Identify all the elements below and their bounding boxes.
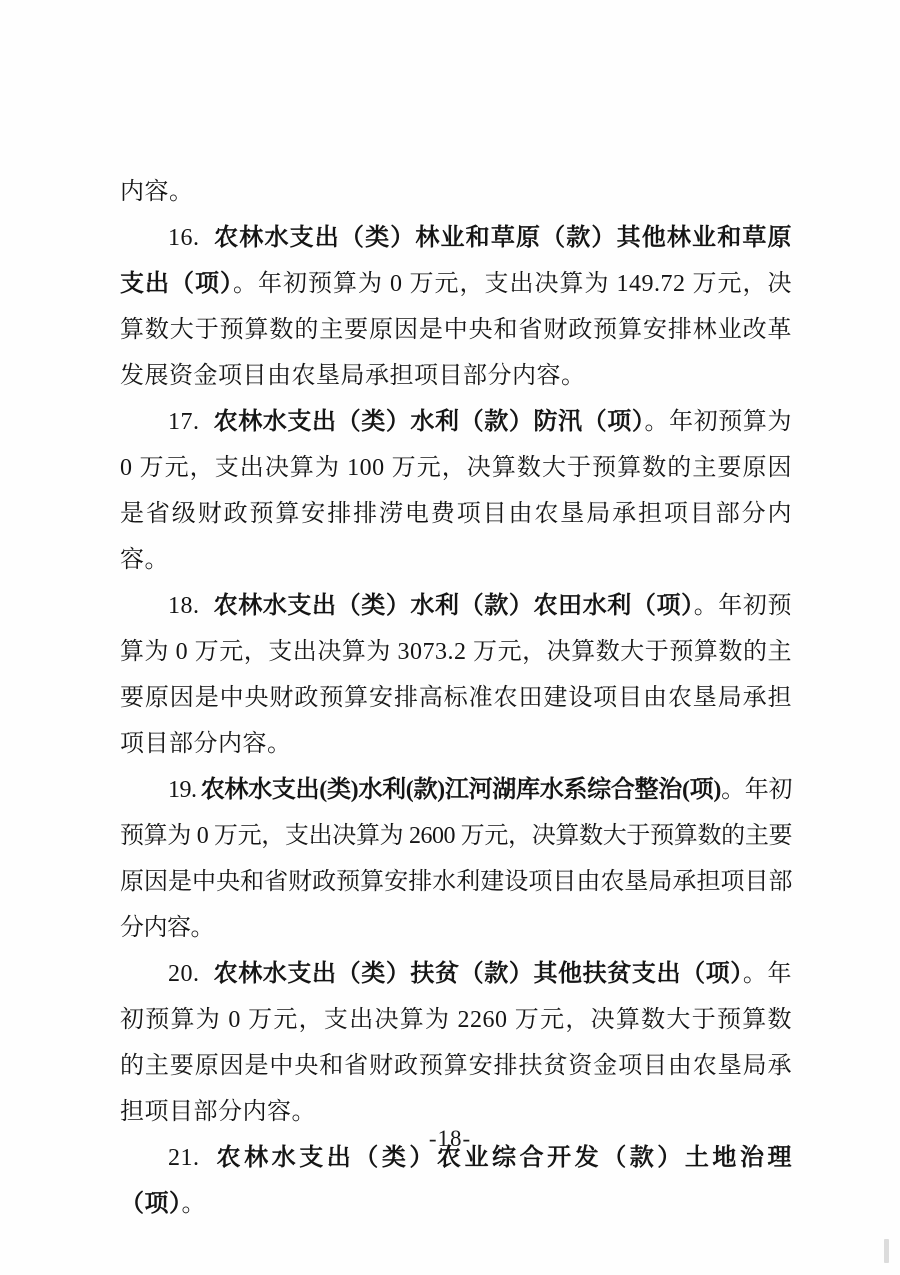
- continuation-text: 内容。: [120, 179, 194, 205]
- item-20-heading: 农林水支出（类）扶贫（款）其他扶贫支出（项）: [213, 961, 743, 987]
- item-17-number: 17.: [168, 409, 200, 435]
- item-21-number: 21.: [168, 1145, 200, 1171]
- page-number: -18-: [428, 1126, 472, 1151]
- item-17-body: 。年初预算为 0 万元，支出决算为 100 万元，决算数大于预算数的主要原因是省级财政预算安排排涝电费项目由农垦局承担项目部分内容。: [120, 409, 793, 573]
- page-body: [120, 169, 792, 1227]
- item-16-body: 。年初预算为 0 万元，支出决算为 149.72 万元，决算数大于预算数的主要原因是中央和省财政预算安排林业改革发展资金项目由农垦局承担项目部分内容。: [120, 271, 792, 389]
- budget-item-18: [120, 583, 792, 767]
- budget-item-16: [120, 215, 792, 399]
- continuation-paragraph: [120, 169, 792, 215]
- item-20-body: 。年初预算为 0 万元，支出决算为 2260 万元，决算数大于预算数的主要原因是中央和省财政预算安排扶贫资金项目由农垦局承担项目部分内容。: [120, 961, 793, 1125]
- item-19-body: 。年初预算为 0 万元，支出决算为 2600 万元，决算数大于预算数的主要原因是中央和省财政预算安排水利建设项目由农垦局承担项目部分内容。: [120, 777, 793, 941]
- budget-item-17: [120, 399, 792, 583]
- item-21-heading: 农林水支出（类）农业综合开发（款）土地治理（项）: [120, 1145, 792, 1217]
- item-19-number: 19.: [168, 777, 197, 803]
- item-18-number: 18.: [168, 593, 200, 619]
- item-18-body: 。年初预算为 0 万元，支出决算为 3073.2 万元，决算数大于预算数的主要原因是中央财政预算安排高标准农田建设项目由农垦局承担项目部分内容。: [120, 593, 792, 757]
- scan-artifact: [884, 1239, 889, 1263]
- item-20-number: 20.: [168, 961, 200, 987]
- item-16-number: 16.: [168, 225, 200, 251]
- item-21-body: 。: [181, 1191, 206, 1217]
- item-18-heading: 农林水支出（类）水利（款）农田水利（项）: [213, 593, 694, 619]
- item-16-heading: 农林水支出（类）林业和草原（款）其他林业和草原支出（项）: [120, 225, 792, 297]
- budget-item-19: [120, 767, 792, 951]
- budget-item-20: [120, 951, 792, 1135]
- item-19-heading: 农林水支出(类)水利(款)江河湖库水系综合整治(项): [200, 777, 721, 803]
- item-17-heading: 农林水支出（类）水利（款）防汛（项）: [213, 409, 645, 435]
